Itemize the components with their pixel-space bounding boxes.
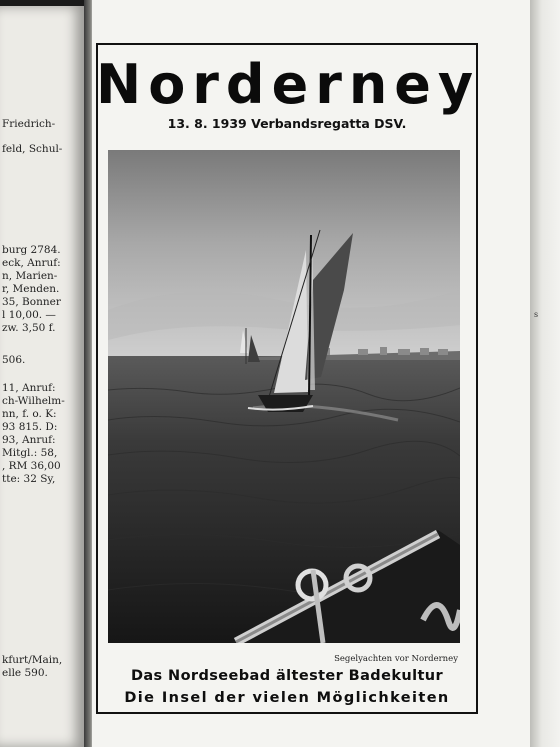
left-text-line: n, Marien-	[2, 270, 58, 282]
left-text-line: Mitgl.: 58,	[2, 447, 58, 459]
left-text-line: zw. 3,50 f.	[2, 322, 56, 334]
left-text-line: elle 590.	[2, 667, 48, 679]
left-text-line: burg 2784.	[2, 244, 61, 256]
left-text-line: 506.	[2, 354, 26, 366]
left-text-line: Friedrich-	[2, 118, 56, 130]
left-text-line: nn, f. o. K:	[2, 408, 57, 420]
sailing-photo	[108, 150, 460, 643]
left-text-line: kfurt/Main,	[2, 654, 63, 666]
left-text-line: tte: 32 Sy,	[2, 473, 56, 485]
left-text-line: ch-Wilhelm-	[2, 395, 65, 407]
left-text-line: 11, Anruf:	[2, 382, 56, 394]
left-text-line: 93, Anruf:	[2, 434, 56, 446]
tagline-2: Die Insel der vielen Möglichkeiten	[124, 690, 450, 706]
edge-mark: s	[534, 310, 539, 319]
photo-caption: Segelyachten vor Norderney	[334, 654, 458, 664]
left-text-line: r, Menden.	[2, 283, 60, 295]
page-edge	[530, 0, 560, 747]
left-text-line: feld, Schul-	[2, 143, 63, 155]
poster-title: Norderney	[96, 53, 481, 116]
left-text-line: 93 815. D:	[2, 421, 58, 433]
left-text-line: 35, Bonner	[2, 296, 61, 308]
facing-page	[0, 6, 84, 747]
left-text-line: l 10,00. —	[2, 309, 56, 321]
left-text-line: eck, Anruf:	[2, 257, 61, 269]
poster-subtitle: 13. 8. 1939 Verbandsregatta DSV.	[167, 116, 407, 131]
tagline-1: Das Nordseebad ältester Badekultur	[130, 668, 444, 684]
left-text-line: , RM 36,00	[2, 460, 61, 472]
